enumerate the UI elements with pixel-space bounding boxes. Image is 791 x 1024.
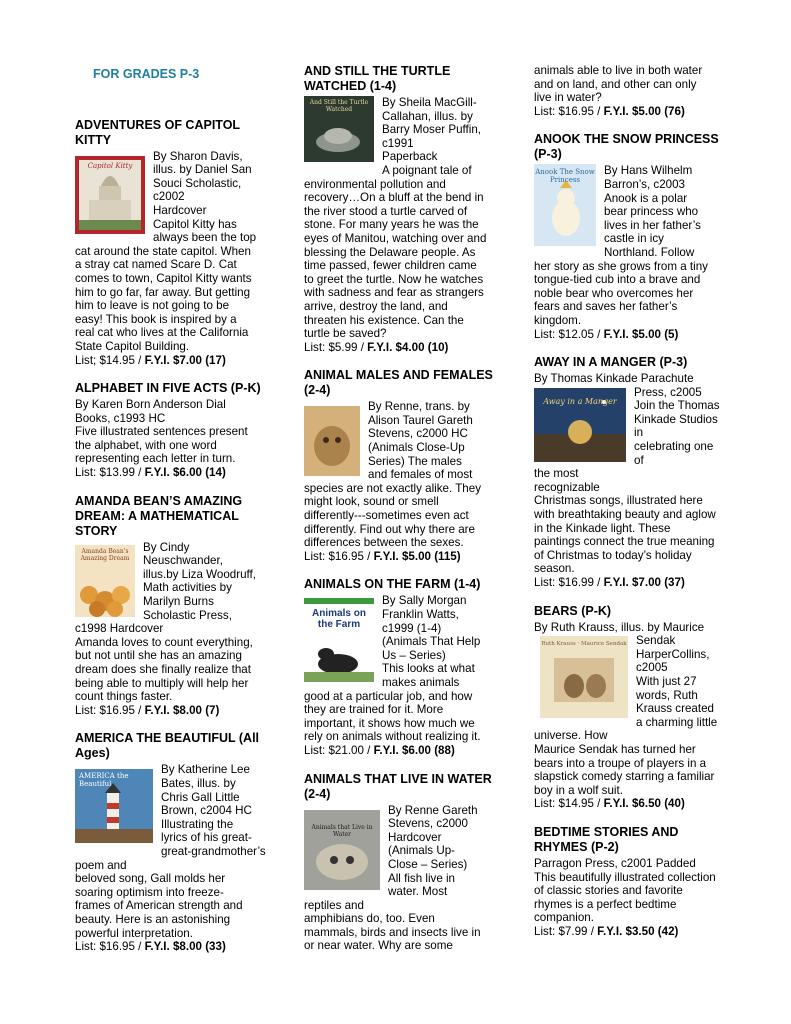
body-text-line: season.	[534, 562, 575, 576]
body-text-line: Capitol Kitty has	[153, 217, 237, 231]
body-text-line: or near water. Why are some	[304, 939, 453, 953]
body-text-line: rhymes is a perfect bedtime	[534, 897, 677, 911]
book-title: ANIMAL MALES AND FEMALES (2-4)	[304, 368, 493, 398]
cover-title: Ruth Krauss · Maurice Sendak	[541, 641, 627, 648]
body-text-line: turtle be saved?	[304, 327, 387, 341]
book-entry	[75, 118, 267, 368]
price-line	[75, 704, 267, 718]
body-text-line: Scholastic Press,	[143, 608, 232, 622]
fyi-price: F.Y.I. $5.00 (5)	[603, 327, 679, 341]
body-text-line: eyes of Manitou, watching over and	[304, 231, 487, 245]
body-text-line: By Katherine Lee	[161, 763, 250, 777]
body-text-line: celebrating one of	[634, 440, 714, 467]
book-title: ANOOK THE SNOW PRINCESS (P-3)	[534, 132, 719, 162]
body-text-line: (Animals Up-	[388, 844, 455, 858]
body-text-line: companion.	[534, 911, 594, 925]
book-cover-image	[304, 406, 360, 476]
body-text-line: By Hans Wilhelm	[604, 164, 693, 178]
body-text-line: her story as she grows from a tiny	[534, 259, 708, 273]
body-text-line: Join the Thomas	[634, 399, 720, 413]
list-price: List: $16.95 /	[534, 104, 604, 118]
body-text-line: Close – Series)	[388, 857, 468, 871]
body-text-line: frames of American strength and	[75, 899, 243, 913]
book-cover-image	[75, 545, 135, 617]
body-text-line: This beautifully illustrated collection	[534, 870, 716, 884]
grade-heading: FOR GRADES P-3	[93, 67, 200, 81]
column-2	[304, 64, 496, 967]
list-price: List; $14.95 /	[75, 353, 145, 367]
body-text-line: c1998 Hardcover	[75, 622, 164, 636]
body-text-line: easy! This book is inspired by a	[75, 312, 237, 326]
body-text-line: paintings connect the true meaning	[534, 535, 715, 549]
body-text-line: By Renne Gareth	[388, 803, 478, 817]
body-text-line: of Christmas to today’s holiday	[534, 548, 692, 562]
body-text-line: with breathtaking beauty and aglow	[534, 508, 716, 522]
price-line	[75, 354, 267, 368]
body-text-line: the alphabet, with one word	[75, 438, 217, 452]
body-text-line: Hardcover	[388, 830, 442, 844]
body-text-line: differently---sometimes even act	[304, 509, 469, 523]
body-text-line: Stevens, c2000 HC	[368, 427, 468, 441]
body-text-line: State Capitol Building.	[75, 339, 190, 353]
body-text-line: with sadness and fear as strangers	[304, 286, 484, 300]
body-text-line: a stray cat named Scare D. Cat	[75, 258, 237, 272]
fyi-price: F.Y.I. $8.00 (7)	[144, 703, 220, 717]
price-line	[534, 576, 724, 590]
book-cover-image	[75, 156, 145, 234]
fyi-price: F.Y.I. $5.00 (115)	[373, 549, 461, 563]
fyi-price: F.Y.I. $3.50 (42)	[597, 924, 679, 938]
body-text-line: Illustrating the	[161, 817, 234, 831]
body-text-line: but not until she has an amazing	[75, 649, 242, 663]
body-text-line: differences between the sexes.	[304, 536, 464, 550]
body-text-line: By Sharon Davis,	[153, 149, 243, 163]
price-line	[304, 341, 496, 355]
body-text-line: mammals, birds and insects live in	[304, 925, 481, 939]
cover-title: AMERICA the Beautiful	[79, 772, 129, 789]
body-text-line: him to go far, far away. But getting	[75, 285, 251, 299]
body-text-line: Christmas songs, illustrated here	[534, 494, 703, 508]
book-entry	[304, 772, 496, 954]
book-entry	[534, 825, 724, 939]
list-price: List: $14.95 /	[534, 797, 604, 811]
body-text-line: With just 27	[636, 674, 697, 688]
body-text-line: Series) The males	[368, 454, 462, 468]
book-entry	[304, 64, 496, 354]
cover-title: Amanda Bean's Amazing Dream	[80, 547, 130, 562]
body-text-line: of classic stories and favorite	[534, 884, 683, 898]
body-text-line: him to leave is not going to be	[75, 299, 230, 313]
body-text-line: Five illustrated sentences present	[75, 425, 248, 439]
body-text-line: Anook is a polar	[604, 191, 688, 205]
body-text-line: beloved song, Gall molds her	[75, 872, 226, 886]
body-text-line: real cat who lives at the California	[75, 326, 249, 340]
body-text-line: threaten his existence. Can the	[304, 313, 464, 327]
body-text-line: castle in icy	[604, 232, 664, 246]
body-text-line: noble bear who overcomes her	[534, 286, 694, 300]
body-text-line: Parragon Press, c2001 Padded	[534, 856, 696, 870]
body-text-line: cat around the state capitol. When	[75, 244, 251, 258]
fyi-price: F.Y.I. $7.00 (17)	[144, 353, 226, 367]
price-line	[75, 466, 267, 480]
body-text-line: Alison Taurel Gareth	[368, 413, 473, 427]
book-cover-image	[304, 810, 380, 890]
body-text-line: c2005	[636, 661, 668, 675]
body-text-line: fears and saves her father’s	[534, 300, 678, 314]
body-text-line: Chris Gall Little	[161, 790, 240, 804]
body-text-line: count things faster.	[75, 690, 173, 704]
body-text-line: Barry Moser Puffin,	[382, 123, 482, 137]
price-line	[534, 925, 724, 939]
body-text-line: Us – Series)	[382, 648, 446, 662]
body-text-line: differently. Find out why there are	[304, 522, 475, 536]
body-text-line: A poignant tale of	[382, 163, 472, 177]
body-text-line: By Renne, trans. by	[368, 400, 470, 414]
body-text-line: Marilyn Burns	[143, 595, 214, 609]
fyi-price: F.Y.I. $6.00 (88)	[373, 743, 455, 757]
body-text-line: Neuschwander,	[143, 554, 223, 568]
body-text-line: a charming little universe. How	[534, 715, 718, 743]
book-entry	[304, 368, 496, 563]
body-text-line: to greet the turtle. Now he watches	[304, 272, 484, 286]
body-text-line: kingdom.	[534, 313, 582, 327]
fyi-price: F.Y.I. $6.50 (40)	[603, 797, 685, 811]
body-text-line: Brown, c2004 HC	[161, 804, 252, 818]
fyi-price: F.Y.I. $8.00 (33)	[144, 940, 226, 954]
body-text-line: (Animals That Help	[382, 635, 481, 649]
body-text-line: dream does she finally realize that	[75, 663, 251, 676]
body-text-line: By Ruth Krauss, illus. by Maurice	[534, 620, 705, 634]
body-text-line: recognizable	[534, 480, 600, 494]
body-text-line: boy in a wolf suit.	[534, 783, 623, 797]
body-text-line: rely on animals without realizing it.	[304, 730, 481, 744]
body-text-line: Callahan, illus. by	[382, 109, 473, 123]
body-text-line: live in water?	[534, 91, 602, 105]
body-text-line: Barron’s, c2003	[604, 177, 685, 191]
body-text-line: powerful interpretation.	[75, 926, 193, 940]
body-text-line: Books, c1993 HC	[75, 411, 166, 425]
body-text-line: Stevens, c2000	[388, 817, 468, 831]
book-cover-image	[304, 598, 374, 682]
body-text-line: Bates, illus. by	[161, 776, 236, 790]
body-text-line: By Karen Born Anderson Dial	[75, 398, 226, 412]
book-cover-image	[534, 388, 626, 462]
body-text-line: stone. For many years he was the	[304, 218, 479, 232]
list-price: List: $16.95 /	[304, 549, 374, 563]
body-text-line: in the Kinkade light. These	[534, 521, 671, 535]
body-text-line: By Sheila MacGill-	[382, 96, 477, 109]
body-text-line: By Cindy	[143, 540, 190, 554]
body-text-line: time passed, fewer children came	[304, 259, 477, 273]
body-text-line: (Animals Close-Up	[368, 441, 465, 455]
cover-title: Capitol Kitty	[87, 161, 133, 170]
body-text-line: tongue-tied cub into a brave and	[534, 273, 701, 287]
body-text-line: being able to multiply will help her	[75, 676, 249, 690]
body-text-line: Press, c2005	[634, 385, 702, 399]
body-text-line: Math activities by	[143, 581, 232, 595]
book-title: AND STILL THE TURTLE WATCHED (1-4)	[304, 64, 451, 93]
body-text-line: recovery…On a bluff at the bend in	[304, 191, 484, 205]
body-text-line: blessing the Delaware people. As	[304, 245, 476, 259]
book-title: ANIMALS ON THE FARM (1-4)	[304, 577, 481, 592]
book-cover-image	[540, 636, 628, 718]
body-text-line: c1999 (1-4)	[382, 621, 442, 635]
body-text-line: This looks at what	[382, 662, 475, 676]
body-text-line: soaring optimism into freeze-	[75, 885, 224, 899]
body-text-line: Kinkade Studios in	[634, 412, 718, 440]
body-text-line: Krauss created	[636, 702, 714, 716]
body-text-line: animals able to live in both water	[534, 64, 703, 77]
body-text-line: Hardcover	[153, 203, 207, 217]
body-text-line: HarperCollins,	[636, 647, 710, 661]
book-entry	[534, 355, 724, 590]
book-cover-image	[75, 769, 153, 843]
book-cover-image	[304, 96, 374, 162]
list-price: List: $5.99 /	[304, 340, 368, 354]
price-line	[304, 744, 496, 758]
list-price: List: $21.00 /	[304, 743, 374, 757]
book-entry	[534, 132, 724, 341]
list-price: List: $16.95 /	[75, 703, 145, 717]
body-text-line: bear princess who	[604, 205, 699, 219]
list-price: List: $7.99 /	[534, 924, 598, 938]
body-text-line: arrive, destroy the land, and	[304, 299, 448, 313]
cover-title: Animals on the Farm	[312, 608, 366, 631]
book-title: AMERICA THE BEAUTIFUL (All Ages)	[75, 731, 260, 761]
book-title: ALPHABET IN FIVE ACTS (P-K)	[75, 381, 261, 396]
body-text-line: slapstick comedy starring a familiar	[534, 770, 715, 784]
body-text-line: good at a particular job, and how	[304, 689, 473, 703]
body-text-line: By Sally Morgan	[382, 594, 467, 608]
cover-title: Away in a Manger	[543, 396, 617, 406]
body-text-line: c2002	[153, 190, 185, 204]
price-line	[534, 797, 724, 811]
fyi-price: F.Y.I. $5.00 (76)	[603, 104, 685, 118]
column-3	[534, 64, 724, 952]
book-entry	[534, 604, 724, 811]
body-text-line: they are trained for it. More	[304, 703, 444, 717]
fyi-price: F.Y.I. $6.00 (14)	[144, 466, 226, 480]
body-text-line: environmental pollution and	[304, 177, 446, 191]
body-text-line: Maurice Sendak has turned her	[534, 742, 696, 756]
body-text-line: amphibians do, too. Even	[304, 912, 435, 926]
book-title: AWAY IN A MANGER (P-3)	[534, 355, 688, 370]
list-price: List: $16.99 /	[534, 576, 604, 589]
body-text-line: lives in her father’s	[604, 218, 701, 232]
column-1	[75, 64, 267, 968]
body-text-line: reptiles and	[304, 898, 364, 912]
book-entry	[75, 731, 267, 953]
body-text-line: makes animals	[382, 675, 460, 689]
book-entry	[75, 381, 267, 480]
book-title: ANIMALS THAT LIVE IN WATER (2-4)	[304, 771, 492, 801]
list-price: List: $12.05 /	[534, 327, 604, 341]
body-text-line: illus.by Liza Woodruff,	[143, 567, 256, 581]
body-text-line: Amanda loves to count everything,	[75, 635, 253, 649]
body-text-line: comes to town, Capitol Kitty wants	[75, 271, 252, 285]
body-text-line: beauty. Here is an astonishing	[75, 912, 231, 926]
body-text-line: always been the top	[153, 231, 257, 245]
body-text-line: All fish live in	[388, 871, 456, 885]
fyi-price: F.Y.I. $7.00 (37)	[603, 576, 685, 589]
book-title: AMANDA BEAN’S AMAZING DREAM: A MATHEMATICAL STORY	[75, 493, 243, 538]
book-entry	[304, 577, 496, 757]
body-text-line: and on land, and other can only	[534, 77, 697, 91]
body-text-line: species are not exactly alike. They	[304, 481, 482, 495]
body-text-line: Northland. Follow	[604, 245, 695, 259]
cover-title: Animals that Live in Water	[311, 823, 373, 838]
book-title: BEDTIME STORIES AND RHYMES (P-2)	[534, 824, 679, 854]
book-entry-continued	[534, 64, 724, 118]
list-price: List: $13.99 /	[75, 466, 145, 480]
body-text-line: bears into a troupe of players in a	[534, 756, 707, 770]
body-text-line: representing each letter in turn.	[75, 452, 236, 466]
body-text-line: the most	[534, 467, 579, 481]
body-text-line: By Thomas Kinkade Parachute	[534, 372, 694, 386]
body-text-line: might look, sound or smell	[304, 495, 439, 509]
cover-title: And Still the Turtle Watched	[309, 99, 369, 113]
book-cover-image	[534, 164, 596, 246]
price-line	[304, 550, 496, 564]
book-entry	[75, 494, 267, 718]
body-text-line: the river stood a turtle carved of	[304, 204, 468, 218]
cover-title: Anook The Snow Princess	[535, 168, 595, 185]
body-text-line: words, Ruth	[636, 688, 698, 702]
fyi-price: F.Y.I. $4.00 (10)	[367, 340, 449, 354]
body-text-line: c1991	[382, 136, 414, 150]
body-text-line: Franklin Watts,	[382, 608, 459, 621]
body-text-line: important, it shows how much we	[304, 716, 475, 730]
price-line	[75, 940, 267, 954]
body-text-line: great-grandmother’s poem and	[75, 844, 266, 872]
book-title: ADVENTURES OF CAPITOL KITTY	[75, 117, 240, 147]
body-text-line: lyrics of his great-	[161, 831, 252, 845]
body-text-line: illus. by Daniel San	[153, 163, 252, 177]
body-text-line: Paperback	[382, 150, 438, 164]
body-text-line: Sendak	[636, 634, 676, 648]
body-text-line: and females of most	[368, 468, 473, 482]
body-text-line: water. Most	[388, 885, 448, 899]
price-line	[534, 328, 724, 342]
price-line	[534, 105, 724, 119]
body-text-line: Souci Scholastic,	[153, 176, 242, 190]
list-price: List: $16.95 /	[75, 940, 145, 954]
book-title: BEARS (P-K)	[534, 603, 612, 618]
